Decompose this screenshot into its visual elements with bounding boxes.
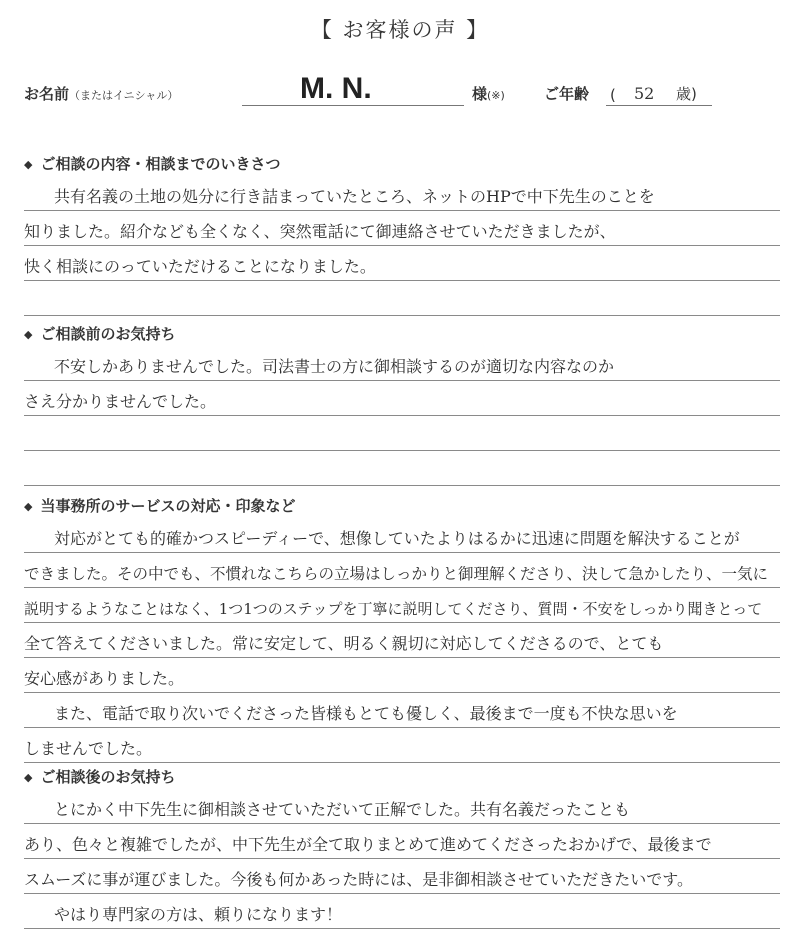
text-line <box>24 281 780 316</box>
text-line: できました。その中でも、不慣れなこちらの立場はしっかりと御理解くださり、決して急かしたり、一気に <box>24 553 780 588</box>
section-heading: ◆ ご相談前のお気持ち <box>24 325 176 343</box>
text-line: 全て答えてくださいました。常に安定して、明るく親切に対応してくださるので、とても <box>24 623 780 658</box>
text-line: 知りました。紹介なども全くなく、突然電話にて御連絡させていただきましたが、 <box>24 211 780 246</box>
name-label: お名前 <box>24 85 70 103</box>
age-open-paren: ( <box>610 86 616 104</box>
section-lines <box>24 789 780 929</box>
text-line: 共有名義の土地の処分に行き詰まっていたところ、ネットのHPで中下先生のことを <box>24 176 780 211</box>
age-underline <box>606 105 712 106</box>
name-row <box>24 70 784 110</box>
section-feelings-before <box>24 322 780 486</box>
text-line: 不安しかありませんでした。司法書士の方に御相談するのが適切な内容なのか <box>24 346 780 381</box>
diamond-icon: ◆ <box>24 158 33 171</box>
honorific-group <box>472 83 505 104</box>
name-label-group <box>24 83 178 104</box>
name-value: M. N. <box>300 72 372 105</box>
text-line: 快く相談にのっていただけることになりました。 <box>24 246 780 281</box>
text-line: スムーズに事が運びました。今後も何かあった時には、是非御相談させていただきたいです。 <box>24 859 780 894</box>
diamond-icon: ◆ <box>24 328 33 341</box>
text-line: 対応がとても的確かつスピーディーで、想像していたよりはるかに迅速に問題を解決することが <box>24 518 780 553</box>
diamond-icon: ◆ <box>24 500 33 513</box>
text-line: また、電話で取り次いでくださった皆様もとても優しく、最後まで一度も不快な思いを <box>24 693 780 728</box>
text-line <box>24 416 780 451</box>
section-lines <box>24 346 780 486</box>
name-note: （またはイニシャル） <box>69 89 179 102</box>
page-title: 【 お客様の声 】 <box>310 18 490 42</box>
age-label-group <box>544 83 589 104</box>
text-line <box>24 451 780 486</box>
honorific-note: (※) <box>487 89 505 102</box>
honorific-label: 様 <box>472 85 488 103</box>
text-line: やはり専門家の方は、頼りになります！ <box>24 894 780 929</box>
section-heading: ◆ 当事務所のサービスの対応・印象など <box>24 497 296 515</box>
section-consultation-background <box>24 152 780 316</box>
section-lines <box>24 176 780 316</box>
section-heading: ◆ ご相談の内容・相談までのいきさつ <box>24 155 281 173</box>
section-heading: ◆ ご相談後のお気持ち <box>24 768 176 786</box>
section-lines <box>24 518 780 763</box>
section-service-impression <box>24 494 780 763</box>
text-line: しませんでした。 <box>24 728 780 763</box>
age-label: ご年齢 <box>544 85 590 103</box>
text-line: あり、色々と複雑でしたが、中下先生が全て取りまとめて進めてくださったおかげで、最後まで <box>24 824 780 859</box>
text-line: とにかく中下先生に御相談させていただいて正解でした。共有名義だったことも <box>24 789 780 824</box>
text-line: 説明するようなことはなく、1つ1つのステップを丁寧に説明してくださり、質問・不安をしっかり聞きとって <box>24 588 780 623</box>
diamond-icon: ◆ <box>24 771 33 784</box>
age-unit: 歳) <box>676 85 697 103</box>
age-value: 52 <box>634 84 655 103</box>
text-line: 安心感がありました。 <box>24 658 780 693</box>
text-line: さえ分かりませんでした。 <box>24 381 780 416</box>
section-feelings-after <box>24 765 780 929</box>
